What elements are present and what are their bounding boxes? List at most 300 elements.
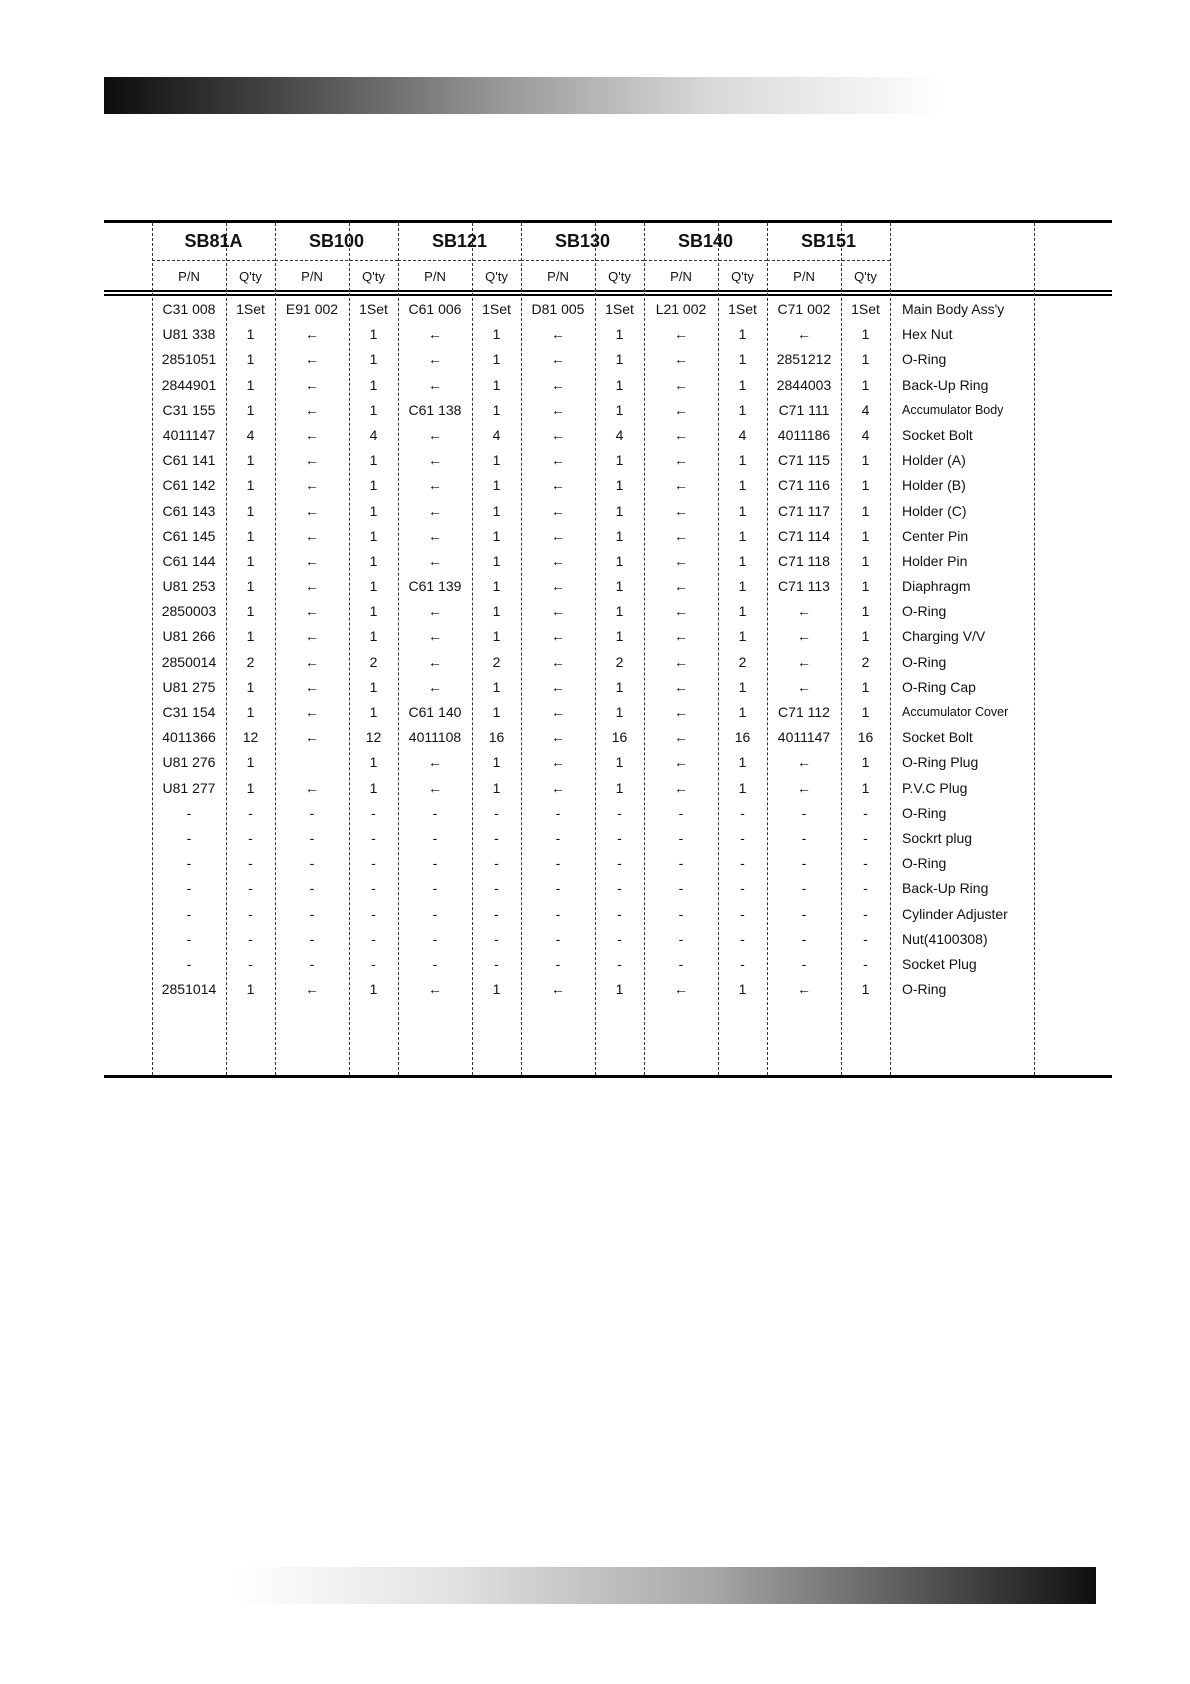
model-header-divider — [275, 260, 398, 261]
part-number-cell: C61 141 — [162, 452, 216, 469]
table-row — [0, 423, 1190, 448]
part-number-cell: C61 144 — [162, 552, 216, 569]
part-number-cell: C71 112 — [778, 704, 830, 720]
quantity-cell: - — [371, 804, 376, 821]
part-number-cell: ← — [797, 628, 811, 645]
part-number-cell: ← — [551, 477, 565, 494]
quantity-cell: 1 — [738, 452, 747, 469]
part-number-cell: - — [801, 804, 807, 821]
quantity-cell: 1 — [246, 704, 255, 720]
quantity-cell: 1 — [492, 628, 501, 645]
table-row — [0, 725, 1190, 750]
part-name-cell: Holder (C) — [902, 502, 967, 519]
pn-header: P/N — [301, 269, 323, 284]
part-number-cell: ← — [674, 678, 688, 695]
quantity-cell: 1 — [738, 704, 747, 720]
quantity-cell: - — [617, 955, 622, 972]
part-number-cell: ← — [674, 401, 688, 418]
quantity-cell: 1 — [861, 376, 870, 393]
qty-header: Q'ty — [485, 269, 508, 284]
quantity-cell: 1 — [369, 981, 378, 998]
part-number-cell: ← — [797, 678, 811, 695]
part-number-cell: ← — [674, 326, 688, 343]
quantity-cell: 1 — [369, 527, 378, 544]
part-number-cell: 2851014 — [161, 981, 217, 998]
quantity-cell: 1 — [492, 477, 501, 494]
part-number-cell: ← — [674, 502, 688, 519]
quantity-cell: - — [863, 930, 868, 947]
table-row — [0, 599, 1190, 624]
quantity-cell: 1 — [246, 603, 255, 620]
part-number-cell: - — [186, 905, 192, 922]
quantity-cell: - — [494, 880, 499, 897]
part-number-cell: - — [309, 829, 315, 846]
quantity-cell: 12 — [365, 729, 382, 746]
part-number-cell: - — [432, 955, 438, 972]
part-number-cell: - — [186, 855, 192, 872]
part-number-cell: 2844901 — [161, 376, 217, 393]
part-number-cell: ← — [797, 326, 811, 343]
quantity-cell: 1 — [492, 326, 501, 343]
footer-gradient-bar — [236, 1567, 1096, 1604]
part-name-cell: Sockrt plug — [902, 829, 973, 846]
part-number-cell: ← — [551, 704, 565, 720]
quantity-cell: 1 — [738, 678, 747, 695]
quantity-cell: - — [248, 804, 253, 821]
quantity-cell: 1 — [615, 678, 624, 695]
quantity-cell: 1 — [861, 628, 870, 645]
quantity-cell: 1 — [369, 376, 378, 393]
part-number-cell: 2851212 — [776, 351, 832, 368]
part-number-cell: 2851051 — [161, 351, 217, 368]
quantity-cell: - — [740, 829, 745, 846]
part-number-cell: - — [309, 905, 315, 922]
part-name-cell: O-Ring Plug — [902, 754, 979, 771]
part-number-cell: - — [678, 955, 684, 972]
quantity-cell: 16 — [734, 729, 751, 746]
quantity-cell: 1 — [246, 376, 255, 393]
part-number-cell: ← — [674, 426, 688, 443]
part-number-cell: ← — [305, 452, 319, 469]
table-row — [0, 750, 1190, 775]
part-number-cell: - — [678, 829, 684, 846]
part-number-cell: - — [432, 829, 438, 846]
quantity-cell: 1 — [246, 351, 255, 368]
model-header-divider — [398, 260, 521, 261]
quantity-cell: - — [617, 905, 622, 922]
part-number-cell: ← — [797, 653, 811, 670]
pn-header: P/N — [793, 269, 815, 284]
part-number-cell: C71 113 — [778, 578, 830, 595]
quantity-cell: 1 — [246, 452, 255, 469]
quantity-cell: 4 — [615, 426, 624, 443]
part-number-cell: 4011186 — [777, 426, 831, 443]
quantity-cell: 1 — [369, 754, 378, 771]
quantity-cell: 1 — [738, 578, 747, 595]
quantity-cell: 1 — [492, 401, 501, 418]
quantity-cell: 1 — [615, 628, 624, 645]
table-row — [0, 373, 1190, 398]
quantity-cell: 1 — [246, 678, 255, 695]
quantity-cell: - — [371, 880, 376, 897]
table-row — [0, 524, 1190, 549]
part-number-cell: - — [186, 955, 192, 972]
part-number-cell: ← — [428, 552, 442, 569]
quantity-cell: 1 — [738, 628, 747, 645]
part-number-cell: ← — [674, 552, 688, 569]
quantity-cell: 1 — [369, 628, 378, 645]
quantity-cell: 16 — [611, 729, 628, 746]
part-number-cell: ← — [428, 678, 442, 695]
qty-header: Q'ty — [362, 269, 385, 284]
part-name-cell: P.V.C Plug — [902, 779, 968, 796]
quantity-cell: 1 — [861, 754, 870, 771]
quantity-cell: - — [863, 829, 868, 846]
table-row — [0, 624, 1190, 649]
part-number-cell: - — [186, 930, 192, 947]
part-number-cell: C71 114 — [778, 527, 830, 544]
quantity-cell: - — [740, 804, 745, 821]
pn-header: P/N — [178, 269, 200, 284]
part-number-cell: ← — [551, 426, 565, 443]
quantity-cell: 1 — [738, 981, 747, 998]
quantity-cell: - — [248, 905, 253, 922]
quantity-cell: 1 — [738, 351, 747, 368]
part-number-cell: ← — [428, 426, 442, 443]
model-header-divider — [767, 260, 890, 261]
part-number-cell: 2844003 — [776, 376, 832, 393]
part-number-cell: ← — [674, 603, 688, 620]
quantity-cell: 1 — [492, 704, 501, 720]
quantity-cell: 1 — [615, 477, 624, 494]
quantity-cell: 1 — [738, 603, 747, 620]
part-number-cell: ← — [674, 351, 688, 368]
quantity-cell: 1 — [861, 603, 870, 620]
quantity-cell: - — [740, 855, 745, 872]
part-number-cell: C71 118 — [778, 552, 830, 569]
quantity-cell: 1 — [492, 351, 501, 368]
part-name-cell: Main Body Ass'y — [902, 301, 1005, 317]
model-header-divider — [152, 260, 275, 261]
table-row — [0, 927, 1190, 952]
quantity-cell: 1 — [615, 376, 624, 393]
part-number-cell: - — [555, 880, 561, 897]
quantity-cell: 1 — [615, 552, 624, 569]
part-number-cell: ← — [551, 628, 565, 645]
quantity-cell: - — [740, 955, 745, 972]
part-name-cell: O-Ring — [902, 653, 947, 670]
model-header: SB121 — [431, 231, 488, 251]
table-body — [0, 297, 1190, 1002]
quantity-cell: 1 — [861, 351, 870, 368]
part-name-cell: Accumulator Body — [902, 402, 1004, 417]
table-header-double-rule — [104, 290, 1112, 292]
quantity-cell: 1 — [369, 351, 378, 368]
quantity-cell: - — [494, 829, 499, 846]
part-name-cell: O-Ring — [902, 804, 947, 821]
quantity-cell: 1 — [738, 527, 747, 544]
quantity-cell: - — [740, 905, 745, 922]
quantity-cell: 1Set — [851, 301, 880, 317]
quantity-cell: 1 — [369, 477, 378, 494]
part-number-cell: ← — [674, 527, 688, 544]
table-row — [0, 347, 1190, 372]
quantity-cell: - — [371, 905, 376, 922]
quantity-cell: - — [371, 955, 376, 972]
part-number-cell: U81 253 — [162, 578, 216, 595]
quantity-cell: 1Set — [482, 301, 511, 317]
part-number-cell: - — [555, 804, 561, 821]
part-number-cell: 4011147 — [162, 426, 216, 443]
part-number-cell: ← — [551, 729, 565, 746]
quantity-cell: 1Set — [728, 301, 757, 317]
part-number-cell: - — [186, 804, 192, 821]
part-number-cell: ← — [305, 578, 319, 595]
part-number-cell: - — [555, 955, 561, 972]
quantity-cell: 1 — [369, 704, 378, 720]
quantity-cell: - — [863, 955, 868, 972]
quantity-cell: 1 — [369, 578, 378, 595]
part-number-cell: 4011108 — [408, 729, 462, 746]
quantity-cell: 1 — [738, 326, 747, 343]
quantity-cell: 1 — [861, 326, 870, 343]
quantity-cell: - — [371, 855, 376, 872]
table-row — [0, 398, 1190, 423]
table-row — [0, 549, 1190, 574]
quantity-cell: 1 — [861, 552, 870, 569]
part-number-cell: - — [555, 829, 561, 846]
part-number-cell: D81 005 — [531, 301, 585, 317]
part-number-cell: ← — [674, 729, 688, 746]
part-number-cell: ← — [305, 552, 319, 569]
part-number-cell: ← — [551, 502, 565, 519]
quantity-cell: 4 — [738, 426, 747, 443]
part-number-cell: ← — [428, 376, 442, 393]
part-number-cell: - — [555, 855, 561, 872]
quantity-cell: 2 — [369, 653, 378, 670]
part-number-cell: ← — [428, 653, 442, 670]
part-number-cell: C71 117 — [778, 502, 830, 519]
part-number-cell: ← — [674, 376, 688, 393]
part-number-cell: L21 002 — [655, 301, 707, 317]
part-number-cell: ← — [551, 401, 565, 418]
quantity-cell: 1 — [738, 376, 747, 393]
part-number-cell: ← — [551, 527, 565, 544]
part-name-cell: Holder (A) — [902, 452, 966, 469]
quantity-cell: 1 — [369, 779, 378, 796]
quantity-cell: - — [494, 930, 499, 947]
part-number-cell: C71 002 — [777, 301, 831, 317]
quantity-cell: 1 — [738, 754, 747, 771]
part-name-cell: Diaphragm — [902, 578, 971, 595]
part-number-cell: - — [432, 880, 438, 897]
part-number-cell: - — [432, 930, 438, 947]
part-name-cell: Socket Plug — [902, 955, 977, 972]
quantity-cell: 1 — [738, 552, 747, 569]
part-number-cell: C71 115 — [778, 452, 830, 469]
quantity-cell: 1 — [246, 779, 255, 796]
quantity-cell: 1 — [492, 452, 501, 469]
quantity-cell: 1 — [246, 628, 255, 645]
quantity-cell: - — [248, 930, 253, 947]
table-bottom-rule — [104, 1075, 1112, 1078]
table-row — [0, 675, 1190, 700]
quantity-cell: 1 — [246, 401, 255, 418]
quantity-cell: 1 — [738, 401, 747, 418]
quantity-cell: - — [494, 955, 499, 972]
part-number-cell: - — [678, 855, 684, 872]
part-number-cell: ← — [428, 779, 442, 796]
quantity-cell: 1 — [861, 704, 870, 720]
quantity-cell: - — [617, 829, 622, 846]
quantity-cell: - — [863, 880, 868, 897]
part-number-cell: - — [555, 930, 561, 947]
table-top-rule — [104, 220, 1112, 223]
quantity-cell: 1 — [861, 678, 870, 695]
part-number-cell: ← — [305, 628, 319, 645]
quantity-cell: 1 — [369, 452, 378, 469]
part-number-cell: ← — [797, 779, 811, 796]
table-header-double-rule — [104, 294, 1112, 296]
part-number-cell: ← — [674, 452, 688, 469]
part-number-cell: ← — [305, 351, 319, 368]
part-number-cell: U81 276 — [162, 754, 216, 771]
part-number-cell: E91 002 — [285, 301, 339, 317]
part-number-cell: ← — [305, 376, 319, 393]
part-number-cell: ← — [305, 426, 319, 443]
table-row — [0, 322, 1190, 347]
quantity-cell: 16 — [488, 729, 505, 746]
part-number-cell: ← — [428, 628, 442, 645]
part-number-cell: ← — [305, 704, 319, 720]
quantity-cell: - — [617, 804, 622, 821]
quantity-cell: - — [494, 804, 499, 821]
part-number-cell: ← — [428, 603, 442, 620]
quantity-cell: 16 — [857, 729, 874, 746]
qty-header: Q'ty — [731, 269, 754, 284]
quantity-cell: 4 — [861, 426, 870, 443]
part-number-cell: - — [678, 804, 684, 821]
quantity-cell: 1 — [615, 351, 624, 368]
part-name-cell: Holder (B) — [902, 477, 966, 494]
quantity-cell: 1 — [492, 578, 501, 595]
part-name-cell: Back-Up Ring — [902, 376, 989, 393]
quantity-cell: 1 — [861, 779, 870, 796]
part-number-cell: 2850003 — [161, 603, 217, 620]
quantity-cell: 1 — [738, 779, 747, 796]
quantity-cell: 1 — [861, 578, 870, 595]
part-number-cell: - — [309, 930, 315, 947]
quantity-cell: 1 — [246, 754, 255, 771]
part-number-cell: ← — [305, 653, 319, 670]
part-number-cell: - — [678, 880, 684, 897]
quantity-cell: 1 — [615, 754, 624, 771]
quantity-cell: 1 — [369, 603, 378, 620]
part-number-cell: - — [678, 930, 684, 947]
table-row — [0, 473, 1190, 498]
part-name-cell: O-Ring — [902, 981, 947, 998]
part-number-cell: - — [801, 930, 807, 947]
part-number-cell: ← — [428, 477, 442, 494]
part-name-cell: Holder Pin — [902, 552, 968, 569]
quantity-cell: - — [863, 905, 868, 922]
part-number-cell: ← — [674, 578, 688, 595]
table-row — [0, 952, 1190, 977]
table-row — [0, 297, 1190, 322]
part-number-cell: C61 138 — [408, 401, 462, 418]
model-header: SB130 — [554, 231, 611, 251]
part-number-cell: ← — [551, 376, 565, 393]
part-number-cell: ← — [674, 981, 688, 998]
part-number-cell: ← — [305, 502, 319, 519]
quantity-cell: 2 — [861, 653, 870, 670]
part-number-cell: ← — [551, 326, 565, 343]
part-number-cell: - — [309, 880, 315, 897]
part-name-cell: Charging V/V — [902, 628, 986, 645]
part-number-cell: C61 140 — [408, 704, 462, 720]
part-number-cell: ← — [428, 502, 442, 519]
table-row — [0, 826, 1190, 851]
table-row — [0, 499, 1190, 524]
quantity-cell: - — [740, 930, 745, 947]
part-number-cell: ← — [428, 351, 442, 368]
quantity-cell: - — [863, 855, 868, 872]
part-name-cell: Back-Up Ring — [902, 880, 989, 897]
quantity-cell: - — [740, 880, 745, 897]
quantity-cell: - — [494, 855, 499, 872]
quantity-cell: - — [617, 880, 622, 897]
quantity-cell: 1 — [492, 678, 501, 695]
quantity-cell: 1 — [615, 401, 624, 418]
quantity-cell: 1 — [861, 452, 870, 469]
part-name-cell: Hex Nut — [902, 326, 953, 343]
part-number-cell: ← — [305, 401, 319, 418]
quantity-cell: 1 — [615, 527, 624, 544]
part-number-cell: ← — [551, 754, 565, 771]
qty-header: Q'ty — [608, 269, 631, 284]
quantity-cell: 1 — [369, 552, 378, 569]
part-number-cell: C31 155 — [162, 401, 216, 418]
part-number-cell: C31 008 — [162, 301, 216, 317]
quantity-cell: 1 — [615, 578, 624, 595]
part-number-cell: - — [309, 855, 315, 872]
quantity-cell: 1 — [246, 578, 255, 595]
quantity-cell: 4 — [492, 426, 501, 443]
quantity-cell: 1 — [861, 527, 870, 544]
part-number-cell: C61 142 — [162, 477, 216, 494]
part-number-cell: ← — [674, 754, 688, 771]
part-name-cell: O-Ring — [902, 855, 947, 872]
part-number-cell: ← — [305, 527, 319, 544]
part-number-cell: ← — [551, 779, 565, 796]
quantity-cell: 1 — [492, 981, 501, 998]
part-number-cell: - — [309, 955, 315, 972]
part-number-cell: ← — [674, 477, 688, 494]
quantity-cell: 1Set — [236, 301, 265, 317]
part-number-cell: ← — [797, 603, 811, 620]
part-number-cell: C31 154 — [162, 704, 216, 720]
header-gradient-bar — [104, 77, 944, 114]
quantity-cell: - — [371, 930, 376, 947]
quantity-cell: - — [248, 955, 253, 972]
part-number-cell: ← — [674, 653, 688, 670]
quantity-cell: 1 — [492, 502, 501, 519]
quantity-cell: 1 — [492, 376, 501, 393]
quantity-cell: 1Set — [359, 301, 388, 317]
part-name-cell: Center Pin — [902, 527, 969, 544]
quantity-cell: - — [617, 930, 622, 947]
part-name-cell: Socket Bolt — [902, 729, 973, 746]
